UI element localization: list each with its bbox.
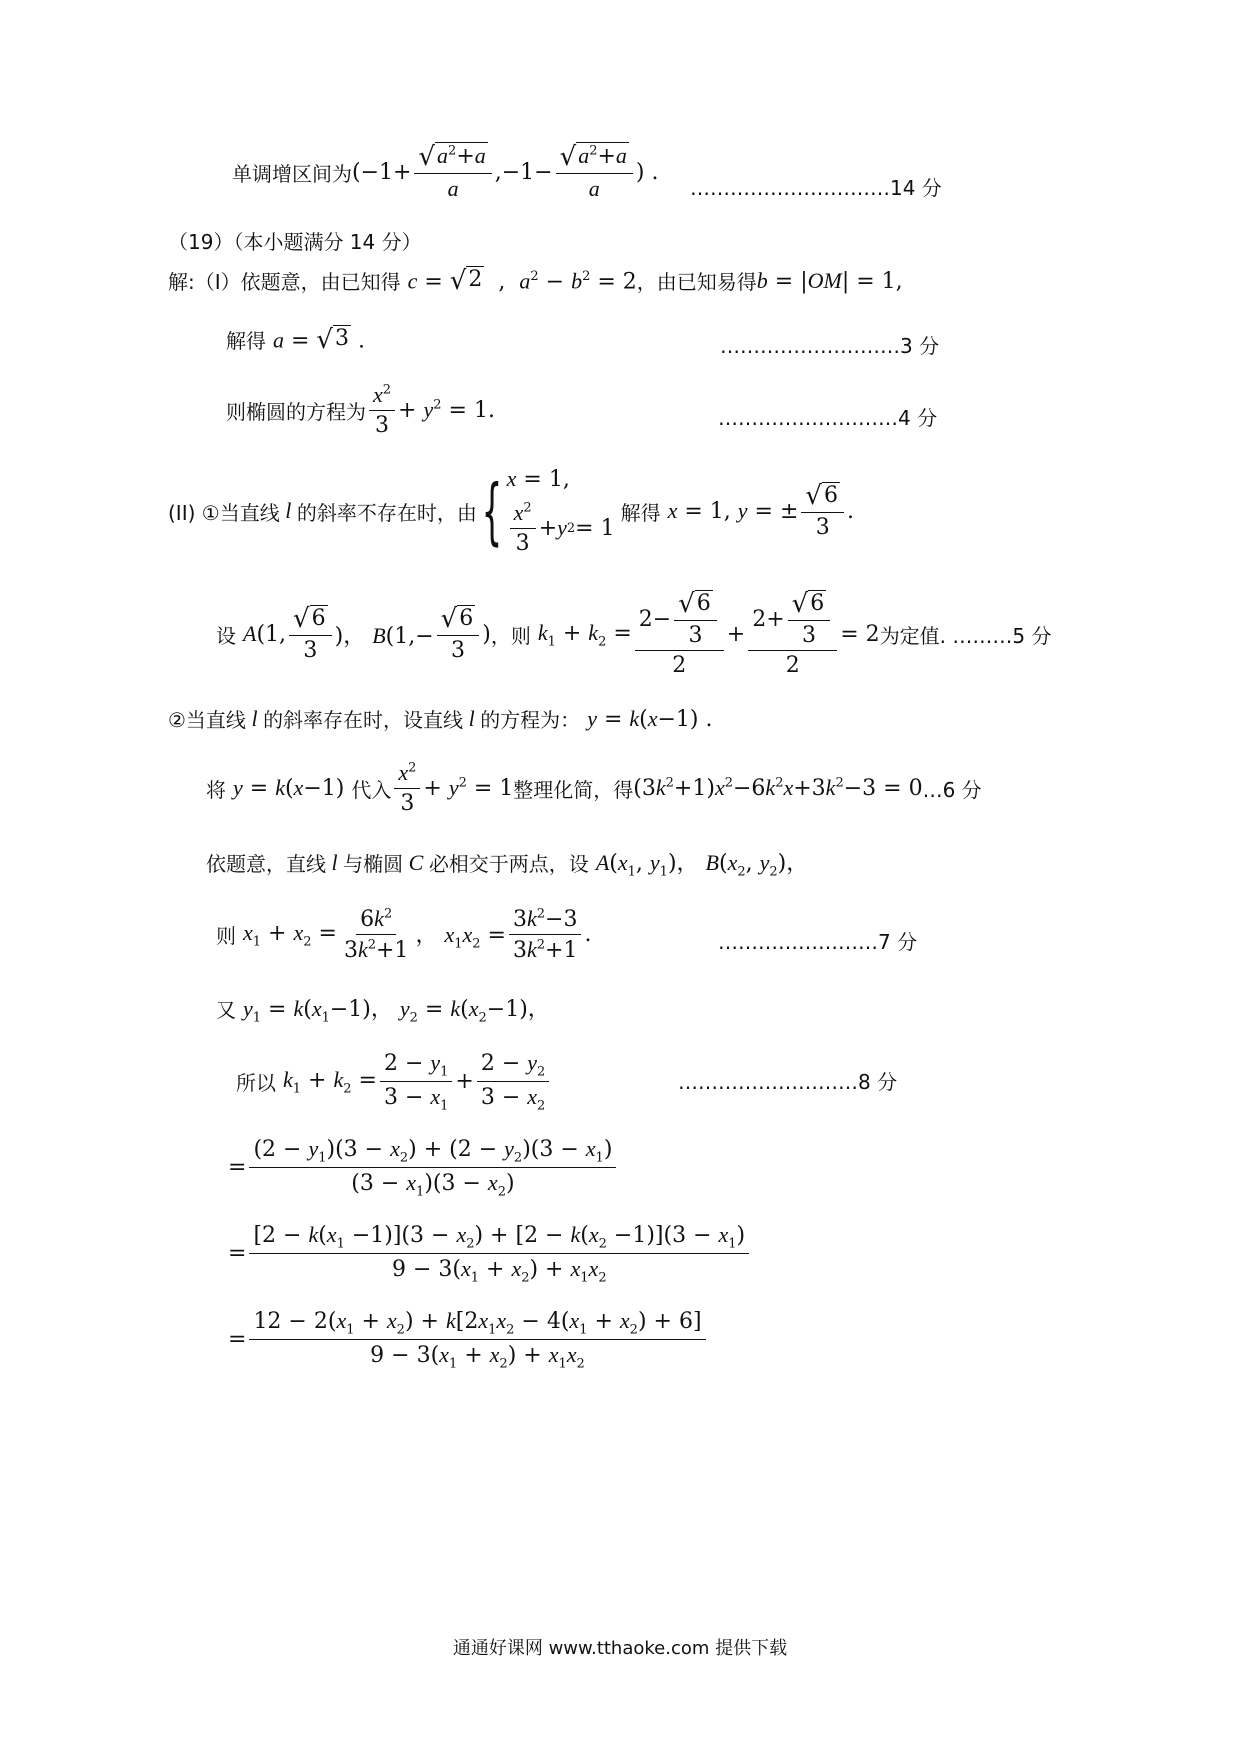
text: 则椭圆的方程为 [226, 399, 366, 424]
text: 解得 [226, 329, 266, 353]
brace: { [481, 469, 503, 553]
math: C [403, 849, 429, 875]
line-derivation-3 [228, 1308, 709, 1372]
fraction: √ 6 3 [801, 482, 844, 540]
text: 将 [206, 777, 226, 802]
text: 代入 [351, 777, 392, 802]
text: 解得 [620, 500, 661, 525]
math: + $y^2 = 1$ [423, 775, 514, 801]
line-derivation-2 [228, 1222, 752, 1286]
fraction: $\frac{3k^2-3}{3k^2+1}$ [509, 906, 581, 963]
math: = 2 [840, 621, 880, 647]
text: ，则 [490, 623, 531, 648]
line-slope-undefined [168, 466, 854, 556]
math: $k_1 + k_2$ = [537, 619, 632, 649]
line-vieta [216, 906, 591, 963]
math: + [726, 621, 746, 647]
math: a = √ 3 . [273, 324, 365, 355]
score-8: ………………………8 分 [678, 1070, 898, 1094]
line-y-values [216, 992, 550, 1025]
fraction: √ 6 3 [289, 605, 332, 663]
math: ,−1− [494, 159, 553, 185]
line-solve-a [226, 325, 365, 354]
line-derivation-1 [228, 1136, 619, 1200]
math: l [279, 498, 297, 523]
math: $A(x_1$, $y_1$)， $B(x_2$, $y_2$)， [595, 850, 809, 880]
math: b = |OM| = 1, [756, 267, 903, 294]
text: 整理化简，得 [513, 777, 634, 802]
text: ②当直线 [168, 708, 246, 732]
text: 依题意，直线 [206, 852, 326, 877]
text: 解:（Ⅰ）依题意，由已知得 [168, 270, 401, 294]
text: 的斜率存在时，设直线 [263, 708, 464, 732]
math: y = k(x−1) [233, 775, 352, 801]
text: 所以 [236, 1071, 276, 1096]
line-so-k-sum [236, 1050, 552, 1114]
line-substitute [206, 760, 982, 816]
text: 的方程为： [480, 708, 581, 732]
math: + [455, 1069, 474, 1095]
math: = [228, 1241, 247, 1267]
math: (−1+ [352, 159, 412, 185]
question-19-header: （19）（本小题满分 14 分） [168, 230, 422, 254]
line-ellipse-equation [226, 382, 495, 438]
fraction: √ $a^2+a$ a [556, 142, 633, 202]
fraction: $\frac{[2 - k(x_1 -1)](3 - x_2) + [2 - k(x_2 -1)](3 - x_1)}{9 - 3(x_1 + x_2) + x_1x_2}$ [249, 1222, 749, 1286]
text: 的斜率不存在时，由 [296, 500, 477, 525]
fraction: $\frac{x^2}{3}$ [394, 760, 420, 816]
fraction: $\frac{(2 - y_1)(3 - x_2) + (2 - y_2)(3 - x_1)}{(3 - x_1)(3 - x_2)}$ [249, 1136, 616, 1200]
line-intersect [206, 846, 808, 879]
footer: 通通好课网 www.tthaoke.com 提供下载 [452, 1638, 788, 1659]
math: A(1, [243, 621, 287, 648]
fraction: 2− √ 6 3 2 [635, 590, 724, 678]
score-7: ……………………7 分 [718, 930, 918, 954]
score-14: …………………………14 分 [690, 176, 942, 200]
line-slope-exists [168, 704, 713, 733]
math: ) [482, 621, 491, 647]
math: c = √ 2 , $a^2 - b^2 = 2$ [407, 265, 637, 296]
math: ) . [635, 159, 659, 185]
fraction: $\frac{6k^2}{3k^2+1}$ [343, 906, 409, 963]
fraction: $\frac{2 - y_2}{3 - x_2}$ [477, 1050, 549, 1114]
math: l [245, 705, 264, 731]
math: ， $x_1x_2$ = [415, 921, 506, 952]
fraction: $\frac{2 - y_1}{3 - x_1}$ [380, 1050, 452, 1114]
text: 设 [216, 623, 236, 648]
math: $x_1 + x_2$ = [243, 919, 337, 950]
text: …6 分 [922, 777, 982, 802]
math: l [463, 705, 481, 731]
math: . [846, 498, 854, 524]
text: 必相交于两点，设 [428, 852, 589, 877]
line-part1-given [168, 266, 903, 295]
text: 为定值. ………5 分 [879, 623, 1052, 648]
text: 又 [216, 998, 236, 1023]
math: x = 1, y = ± [667, 498, 799, 524]
score-4: ………………………4 分 [718, 406, 938, 430]
score-3: ………………………3 分 [720, 334, 940, 358]
text: ，由已知易得 [636, 270, 757, 294]
fraction: √ 6 3 [437, 605, 480, 663]
text: 与椭圆 [343, 852, 404, 877]
text: (II) ①当直线 [168, 500, 280, 525]
math: = [228, 1155, 247, 1181]
fraction: √ $a^2+a$ a [414, 142, 491, 202]
math: y = k(x−1) . [587, 705, 713, 732]
fraction: $\frac{x^2}{3}$ [369, 382, 395, 438]
math: $(3k^2+1)x^2-6k^2x+3k^2-3 = 0$ [633, 775, 923, 801]
math: + $y^2 = 1$. [398, 397, 495, 423]
line-k-sum-constant [216, 590, 1051, 678]
math: = [228, 1327, 247, 1353]
math: l [326, 849, 344, 875]
fraction: $\frac{12 - 2(x_1 + x_2) + k[2x_1x_2 - 4(x_1 + x_2) + 6]}{9 - 3(x_1 + x_2) + x_1x_2}$ [249, 1308, 705, 1372]
text: 单调增区间为 [232, 161, 352, 186]
math: )， B(1,− [334, 622, 434, 649]
math: $y_1 = k(x_1-1)$， $y_2 = k(x_2-1)$， [243, 996, 550, 1026]
math: $k_1 + k_2$ = [283, 1067, 377, 1097]
math: . [584, 922, 592, 947]
fraction: 2+ √ 6 3 2 [748, 590, 837, 678]
equation-system: x = 1, $\frac{x^2}{3}$ + y 2 = 1 [506, 466, 615, 556]
line-increasing-interval [232, 142, 658, 202]
text: 则 [216, 924, 236, 948]
